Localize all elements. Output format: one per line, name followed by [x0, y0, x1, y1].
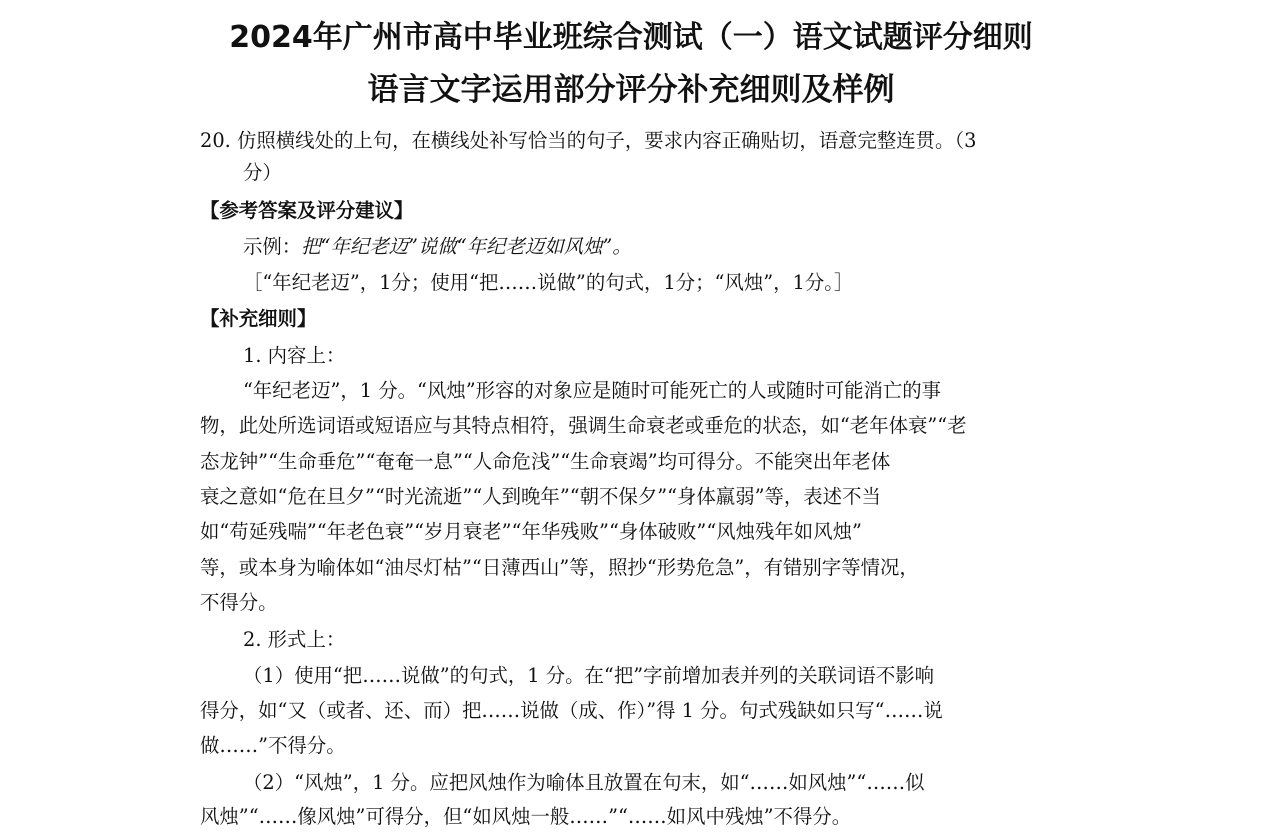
document-subtitle: 语言文字运用部分评分补充细则及样例	[367, 72, 895, 108]
scoring-line: ［“年纪老迈”，1分；使用“把……说做”的句式，1分；“风烛”，1分。］	[243, 271, 854, 294]
document-title: 2024年广州市高中毕业班综合测试（一）语文试题评分细则	[229, 20, 1033, 55]
question-line-2: 分）	[243, 161, 282, 184]
form-heading: 2. 形式上：	[243, 628, 346, 651]
content-line: 不得分。	[200, 591, 278, 614]
question-line-1: 20. 仿照横线处的上句，在横线处补写恰当的句子，要求内容正确贴切，语意完整连贯。（3	[200, 129, 977, 152]
content-line: 态龙钟”“生命垂危”“奄奄一息”“人命危浅”“生命衰竭”均可得分。不能突出年老体	[200, 450, 891, 473]
example-handwritten-text: 把“年纪老迈”说做“年纪老迈如风烛”。	[301, 235, 632, 258]
content-line: “年纪老迈”，1 分。“风烛”形容的对象应是随时可能死亡的人或随时可能消亡的事	[243, 379, 942, 402]
example-label: 示例：	[243, 235, 302, 258]
form-line: （1）使用“把……说做”的句式，1 分。在“把”字前增加表并列的关联词语不影响	[243, 664, 934, 687]
content-heading: 1. 内容上：	[243, 344, 346, 367]
example-line	[243, 234, 632, 260]
supplement-heading: 【补充细则】	[200, 307, 317, 330]
content-line: 衰之意如“危在旦夕”“时光流逝”“人到晚年”“朝不保夕”“身体羸弱”等，表述不当	[200, 485, 881, 508]
content-line: 物，此处所选词语或短语应与其特点相符，强调生命衰老或垂危的状态，如“老年体衰”“老	[200, 414, 967, 437]
content-line: 等，或本身为喻体如“油尽灯枯”“日薄西山”等，照抄“形势危急”，有错别字等情况，	[200, 556, 919, 579]
form-line: 风烛”“……像风烛”可得分，但“如风烛一般……”“……如风中残烛”不得分。	[200, 805, 852, 828]
form-line: 得分，如“又（或者、还、而）把……说做（成、作）”得 1 分。句式残缺如只写“……说	[200, 699, 943, 722]
reference-heading: 【参考答案及评分建议】	[200, 199, 414, 222]
form-line: 做……”不得分。	[200, 734, 346, 757]
content-line: 如“苟延残喘”“年老色衰”“岁月衰老”“年华残败”“身体破败”“风烛残年如风烛”	[200, 520, 862, 543]
form-line: （2）“风烛”，1 分。应把风烛作为喻体且放置在句末，如“……如风烛”“……似	[243, 771, 925, 794]
